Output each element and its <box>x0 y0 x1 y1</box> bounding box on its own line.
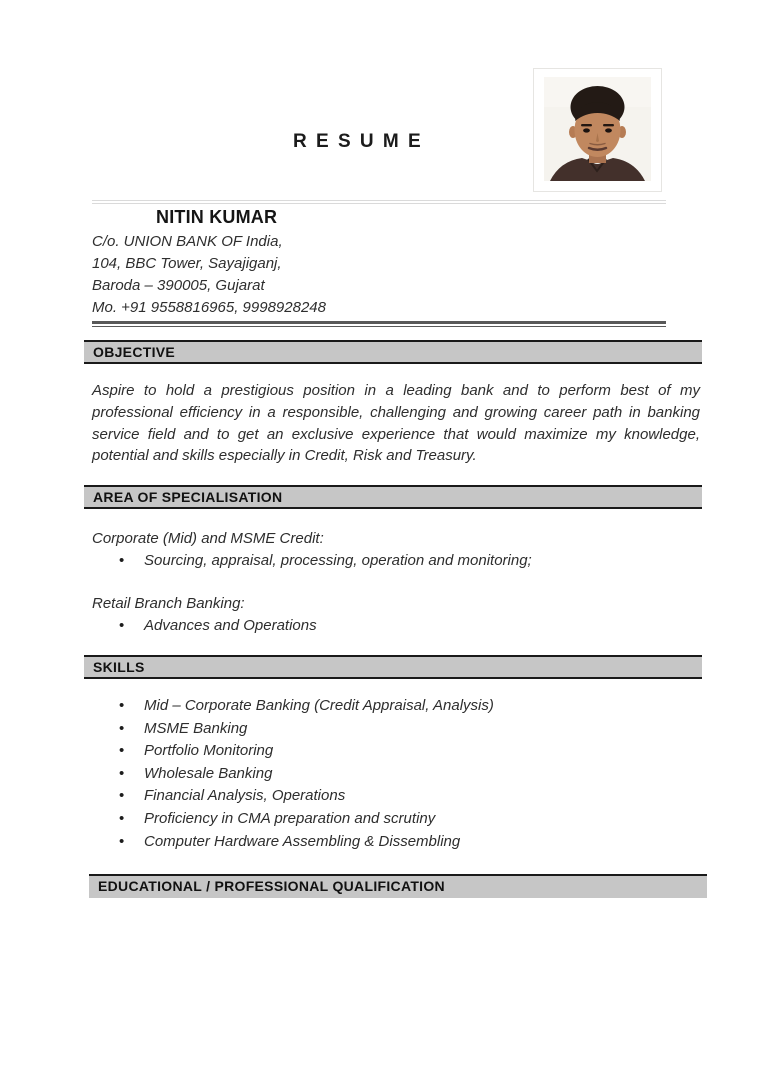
bullet-icon: • <box>119 787 125 805</box>
list-item <box>119 718 494 741</box>
list-item <box>119 763 494 786</box>
bullet-icon: • <box>119 697 125 714</box>
section-heading-objective: OBJECTIVE <box>84 340 702 364</box>
list-item-text: Financial Analysis, Operations <box>144 787 346 805</box>
list-item-text: Portfolio Monitoring <box>144 742 274 760</box>
bullet-icon: • <box>119 552 125 569</box>
phone-line: Mo. +91 9558816965, 9998928248 <box>92 299 326 316</box>
bullet-icon: • <box>119 809 125 827</box>
list-item-text: Sourcing, appraisal, processing, operation and monitoring; <box>144 552 532 569</box>
section-heading-education: EDUCATIONAL / PROFESSIONAL QUALIFICATION <box>89 874 707 898</box>
list-item <box>119 617 317 634</box>
list-item <box>119 808 494 831</box>
address-line: C/o. UNION BANK OF India, <box>92 233 283 250</box>
list-item <box>119 552 532 569</box>
section-heading-skills: SKILLS <box>84 655 702 679</box>
applicant-photo <box>533 68 662 192</box>
objective-paragraph: Aspire to hold a prestigious position in a leading bank and to perform best of my professional efficiency in a responsible, challenging and growing career path in banking service field and to get an exclusive experience that would maximize my knowledge, potential and skills especially in Credit, Risk and Treasury. <box>92 382 700 465</box>
list-item-text: Mid – Corporate Banking (Credit Appraisal, Analysis) <box>144 697 494 714</box>
list-item <box>119 695 494 718</box>
list-item <box>119 740 494 763</box>
applicant-photo-illustration <box>544 77 651 181</box>
specialisation-group-title: Corporate (Mid) and MSME Credit: <box>92 530 324 547</box>
address-line: Baroda – 390005, Gujarat <box>92 277 265 294</box>
contact-divider-line <box>92 321 666 327</box>
bullet-icon: • <box>119 617 125 634</box>
list-item-text: Proficiency in CMA preparation and scrutiny <box>144 809 436 827</box>
applicant-name: NITIN KUMAR <box>156 207 278 227</box>
address-line: 104, BBC Tower, Sayajiganj, <box>92 255 282 272</box>
section-heading-specialisation: AREA OF SPECIALISATION <box>84 485 702 509</box>
bullet-icon: • <box>119 719 125 737</box>
list-item-text: Advances and Operations <box>144 617 317 634</box>
header-divider-line <box>92 200 666 204</box>
bullet-icon: • <box>119 742 125 760</box>
bullet-icon: • <box>119 832 125 850</box>
list-item-text: Wholesale Banking <box>144 764 273 782</box>
page-title: R E S U M E <box>293 131 423 152</box>
list-item-text: Computer Hardware Assembling & Dissembling <box>144 832 461 850</box>
skills-list <box>119 695 494 853</box>
list-item <box>119 785 494 808</box>
bullet-icon: • <box>119 764 125 782</box>
specialisation-group-title: Retail Branch Banking: <box>92 595 245 612</box>
address-block <box>92 231 326 319</box>
list-item-text: MSME Banking <box>144 719 248 737</box>
list-item <box>119 831 494 854</box>
